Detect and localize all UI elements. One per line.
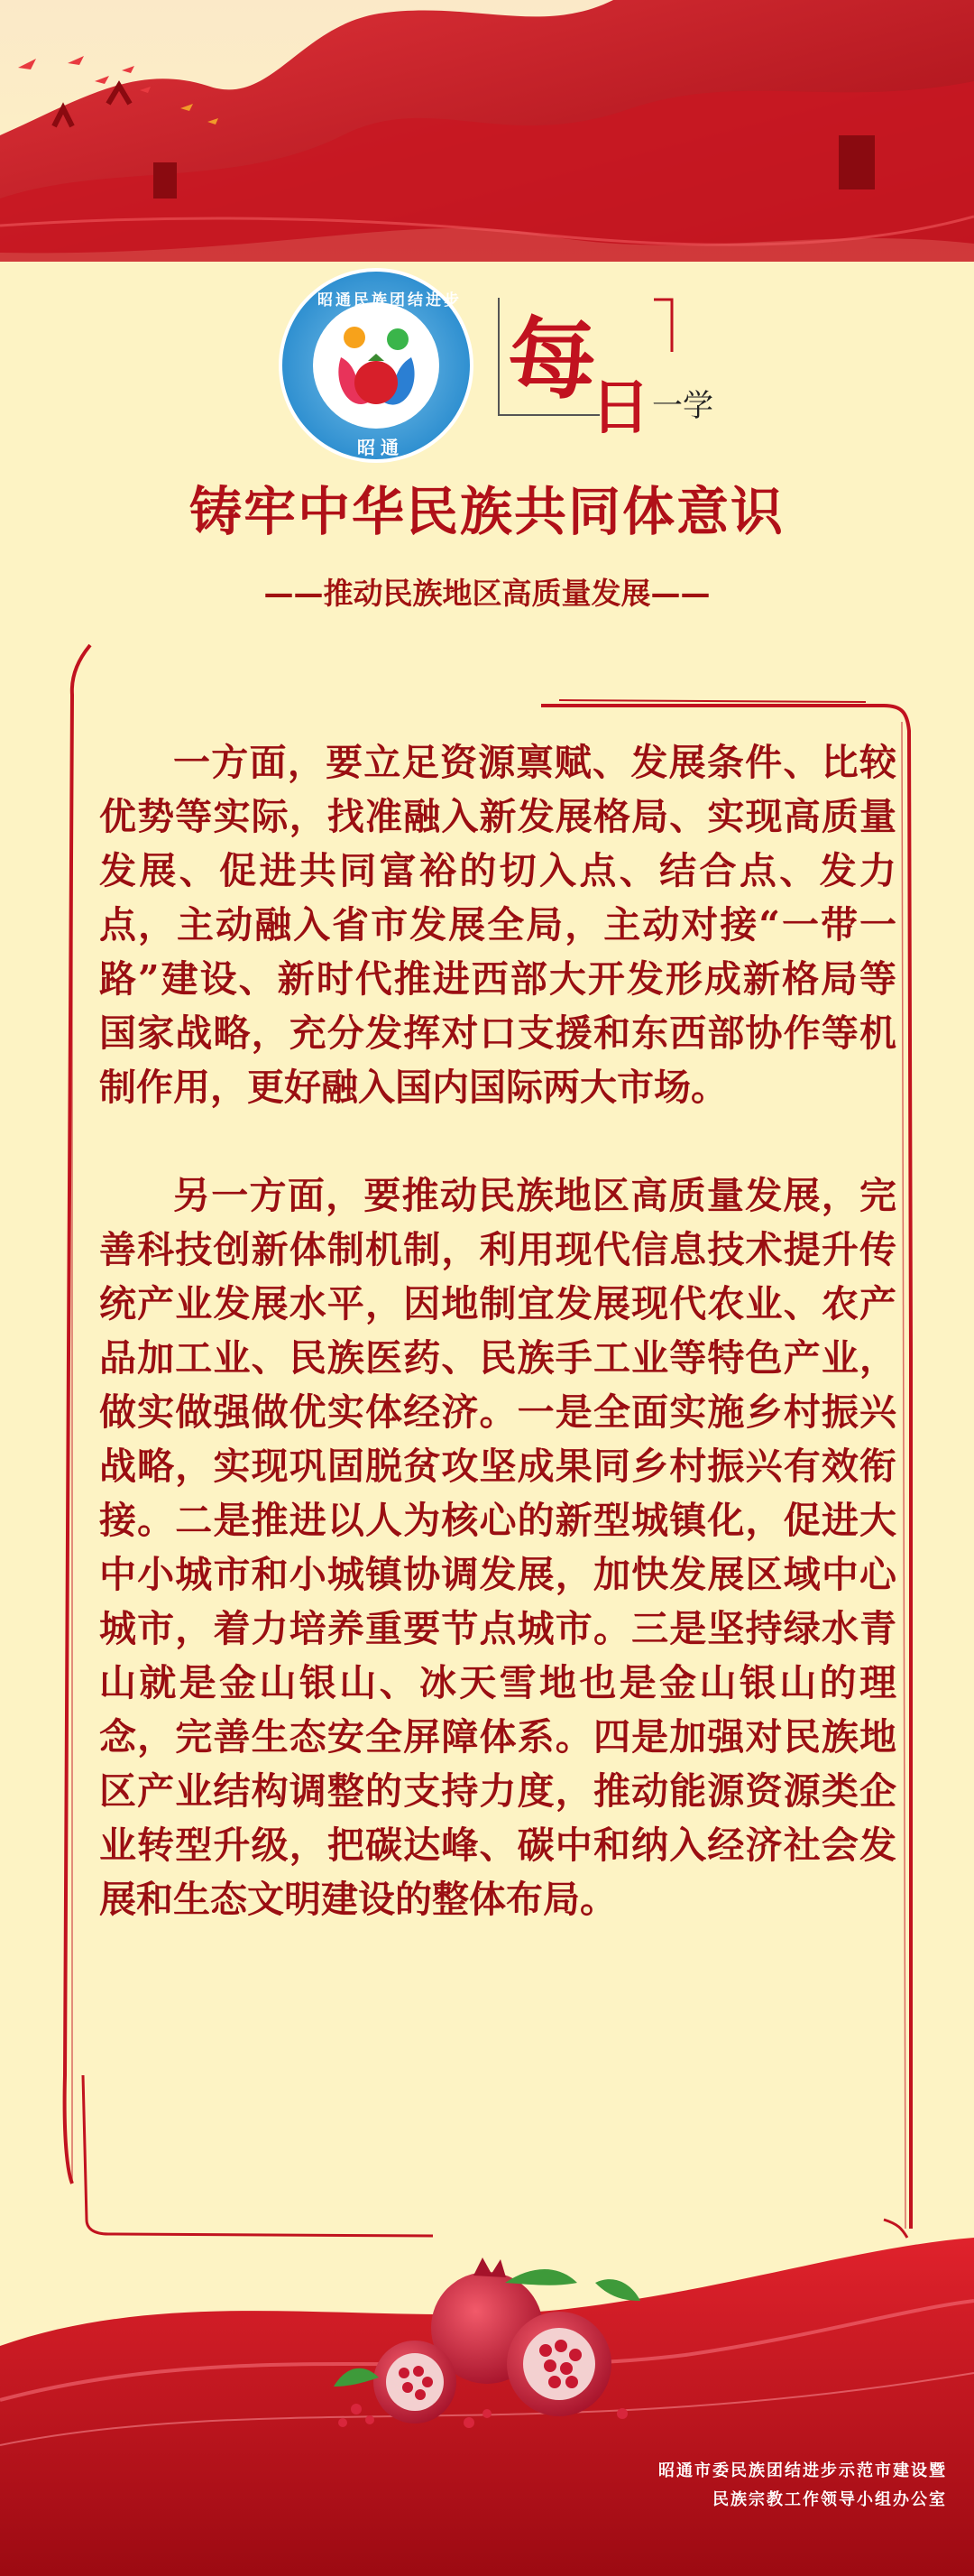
daily-yixue-text: 一学: [652, 388, 713, 424]
page-title: 铸牢中华民族共同体意识: [188, 481, 785, 542]
emblem-bottom-text: 昭通: [357, 437, 404, 458]
daily-ri-char: 日: [591, 372, 650, 442]
top-banner: [0, 0, 974, 262]
bottom-decoration: [0, 2229, 974, 2576]
great-wall-banner-graphic: [0, 0, 974, 262]
emblem-logo: [278, 267, 474, 464]
ribbon-and-pomegranate-graphic: [0, 2229, 974, 2576]
article-body: [99, 735, 896, 1926]
daily-mei-char: 每: [508, 308, 597, 411]
emblem-arc-text: 昭通民族团结进步: [317, 291, 462, 309]
page-subtitle: ——推动民族地区高质量发展——: [263, 576, 711, 611]
paragraph-1: 一方面，要立足资源禀赋、发展条件、比较优势等实际，找准融入新发展格局、实现高质量发展、促进共同富裕的切入点、结合点、发力点，主动融入省市发展全局，主动对接“一带一路”建设、新时代推进西部大开发形成新格局等国家战略，充分发挥对口支援和东西部协作等机制作用，更好融入国内国际两大市场。: [99, 741, 896, 1109]
daily-study-mark: [492, 289, 762, 442]
footer-line-1: 昭通市委民族团结进步示范市建设暨: [658, 2461, 947, 2480]
footer-organization: [658, 2457, 947, 2515]
footer-line-2: 民族宗教工作领导小组办公室: [712, 2490, 947, 2509]
paragraph-2: 另一方面，要推动民族地区高质量发展，完善科技创新体制机制，利用现代信息技术提升传统产业发展水平，因地制宜发展现代农业、农产品加工业、民族医药、民族手工业等特色产业，做实做强做优实体经济。一是全面实施乡村振兴战略，实现巩固脱贫攻坚成果同乡村振兴有效衔接。二是推进以人为核心的新型城镇化，促进大中小城市和小城镇协调发展，加快发展区域中心城市，着力培养重要节点城市。三是坚持绿水青山就是金山银山、冰天雪地也是金山银山的理念，完善生态安全屏障体系。四是加强对民族地区产业结构调整的支持力度，推动能源资源类企业转型升级，把碳达峰、碳中和纳入经济社会发展和生态文明建设的整体布局。: [99, 1174, 896, 1921]
